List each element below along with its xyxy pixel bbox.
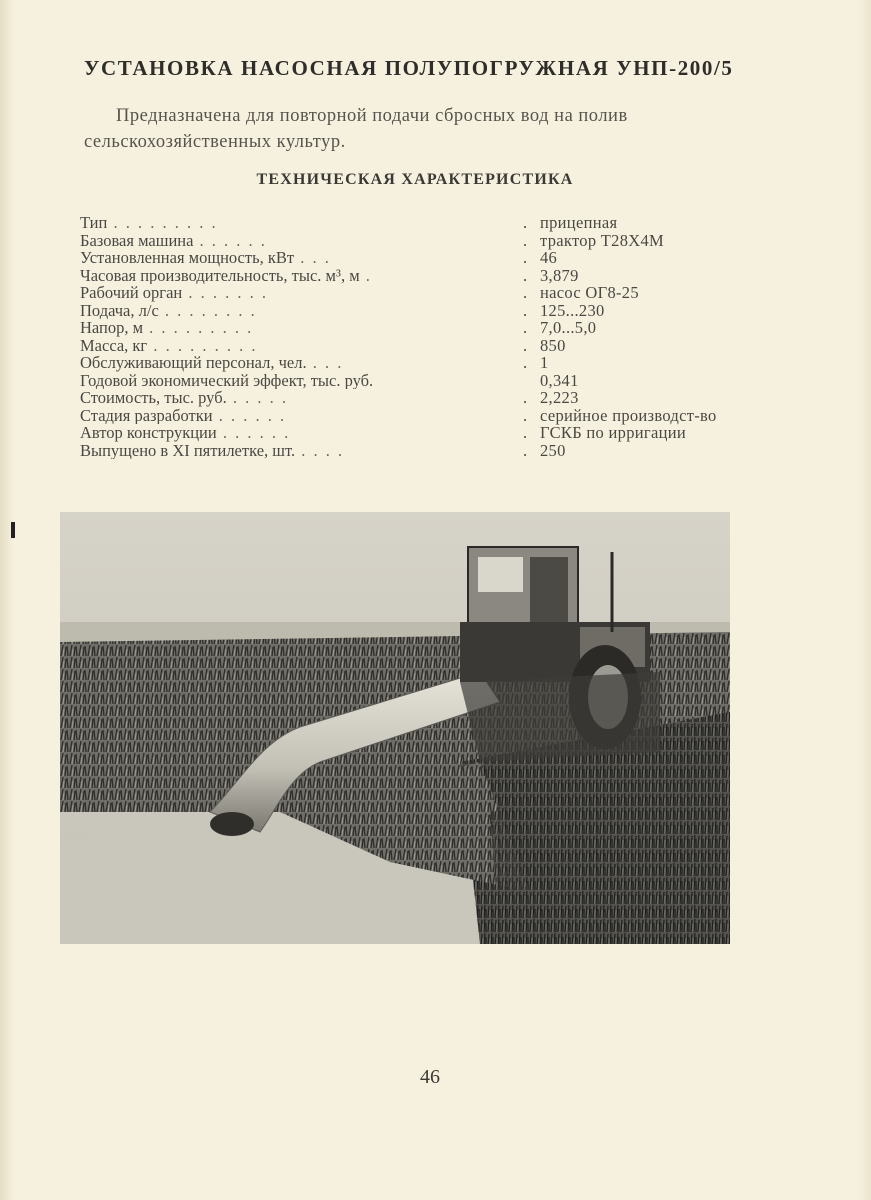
document-title: УСТАНОВКА НАСОСНАЯ ПОЛУПОГРУЖНАЯ УНП-200/5 (84, 56, 734, 80)
spec-leader: . . . . . . (193, 231, 267, 249)
page-edge-right (857, 0, 871, 1200)
spec-leader: . . . (294, 249, 331, 267)
spec-row (80, 354, 770, 372)
spec-label: Стадия разработки (80, 406, 213, 424)
spec-leader: . . . (306, 354, 344, 372)
spec-label: Подача, л/с (80, 301, 159, 319)
photo-tractor-window (478, 557, 523, 592)
spec-value: 125...230 (540, 300, 605, 320)
spec-value: 2,223 (540, 388, 579, 407)
spec-label: Напор, м (80, 319, 144, 337)
spec-row (80, 214, 770, 232)
spec-label: Рабочий орган (80, 284, 183, 302)
spec-value: 850 (540, 335, 566, 355)
spec-leader: . . . . . (226, 389, 288, 407)
spec-label: Обслуживающий персонал, чел. (80, 354, 307, 372)
spec-value: насос ОГ8-25 (540, 283, 639, 302)
spec-row (80, 337, 770, 355)
spec-leader: . . . . (295, 441, 345, 459)
spec-leader: . . . . . . . (182, 284, 268, 302)
spec-label: Установленная мощность, кВт (80, 249, 295, 267)
spec-row (80, 407, 770, 425)
spec-separator: . (522, 405, 528, 425)
spec-separator: . (522, 388, 528, 407)
intro-paragraph (84, 103, 756, 155)
section-title: ТЕХНИЧЕСКАЯ ХАРАКТЕРИСТИКА (256, 171, 574, 188)
spec-value: трактор Т28Х4М (540, 230, 665, 250)
spec-separator: . (522, 265, 528, 285)
spec-label: Часовая производительность, тыс. м³, м (80, 266, 360, 284)
spec-leader: . . . . . . . . . (143, 319, 254, 337)
photo-tractor-door (530, 557, 568, 627)
spec-leader: . . . . . . . . . (147, 336, 258, 354)
spec-value: 0,341 (540, 370, 579, 390)
spec-label: Стоимость, тыс. руб. (80, 389, 227, 407)
spec-value: 1 (540, 353, 549, 372)
spec-separator: . (522, 230, 528, 250)
spec-label: Тип (80, 214, 108, 232)
spec-row (80, 284, 770, 302)
spec-leader: . . . . . . . . . (107, 214, 218, 232)
spec-row (80, 372, 770, 390)
spec-row (80, 249, 770, 267)
spec-separator: . (522, 300, 528, 320)
spec-separator: . (522, 318, 528, 337)
spec-value: 46 (540, 248, 558, 267)
spec-row (80, 389, 770, 407)
spec-row (80, 424, 770, 442)
spec-value: 7,0...5,0 (540, 318, 597, 337)
spec-row (80, 232, 770, 250)
spec-row (80, 267, 770, 285)
spec-leader: . . . . . . (216, 424, 291, 442)
spec-value: прицепная (540, 213, 618, 232)
spec-leader: . . . . . . (212, 406, 287, 424)
spec-leader: . (359, 266, 372, 284)
spec-value: 250 (540, 440, 566, 460)
photo-tractor-shadow (460, 672, 660, 762)
spec-row (80, 319, 770, 337)
spec-label: Годовой экономический эффект, тыс. руб. (80, 371, 374, 389)
spec-value: ГСКБ по ирригации (540, 423, 686, 442)
spec-label: Масса, кг (80, 336, 148, 354)
page-number: 46 (420, 1066, 440, 1088)
spec-separator: . (522, 353, 528, 372)
spec-separator: . (522, 335, 528, 355)
spec-separator: . (522, 213, 528, 232)
spec-separator: . (522, 283, 528, 302)
spec-table (80, 214, 770, 459)
spec-value: 3,879 (540, 265, 579, 285)
intro-text: Предназначена для повторной подачи сбросных вод на полив сельскохозяйственных культур. (84, 106, 628, 152)
spec-label: Выпущено в XI пятилетке, шт. (80, 441, 296, 459)
spec-separator: . (522, 423, 528, 442)
spec-separator: . (522, 248, 528, 267)
spec-row (80, 442, 770, 460)
photo-pipe-outlet (210, 812, 254, 836)
pump-unit-photo (60, 512, 730, 944)
spec-value: серийное производст-во (540, 405, 717, 425)
spec-leader: . . . . . . . . (158, 301, 257, 319)
spec-label: Базовая машина (80, 231, 194, 249)
margin-mark (11, 522, 15, 538)
spec-row (80, 302, 770, 320)
spec-separator: . (522, 440, 528, 460)
spec-label: Автор конструкции (80, 424, 217, 442)
